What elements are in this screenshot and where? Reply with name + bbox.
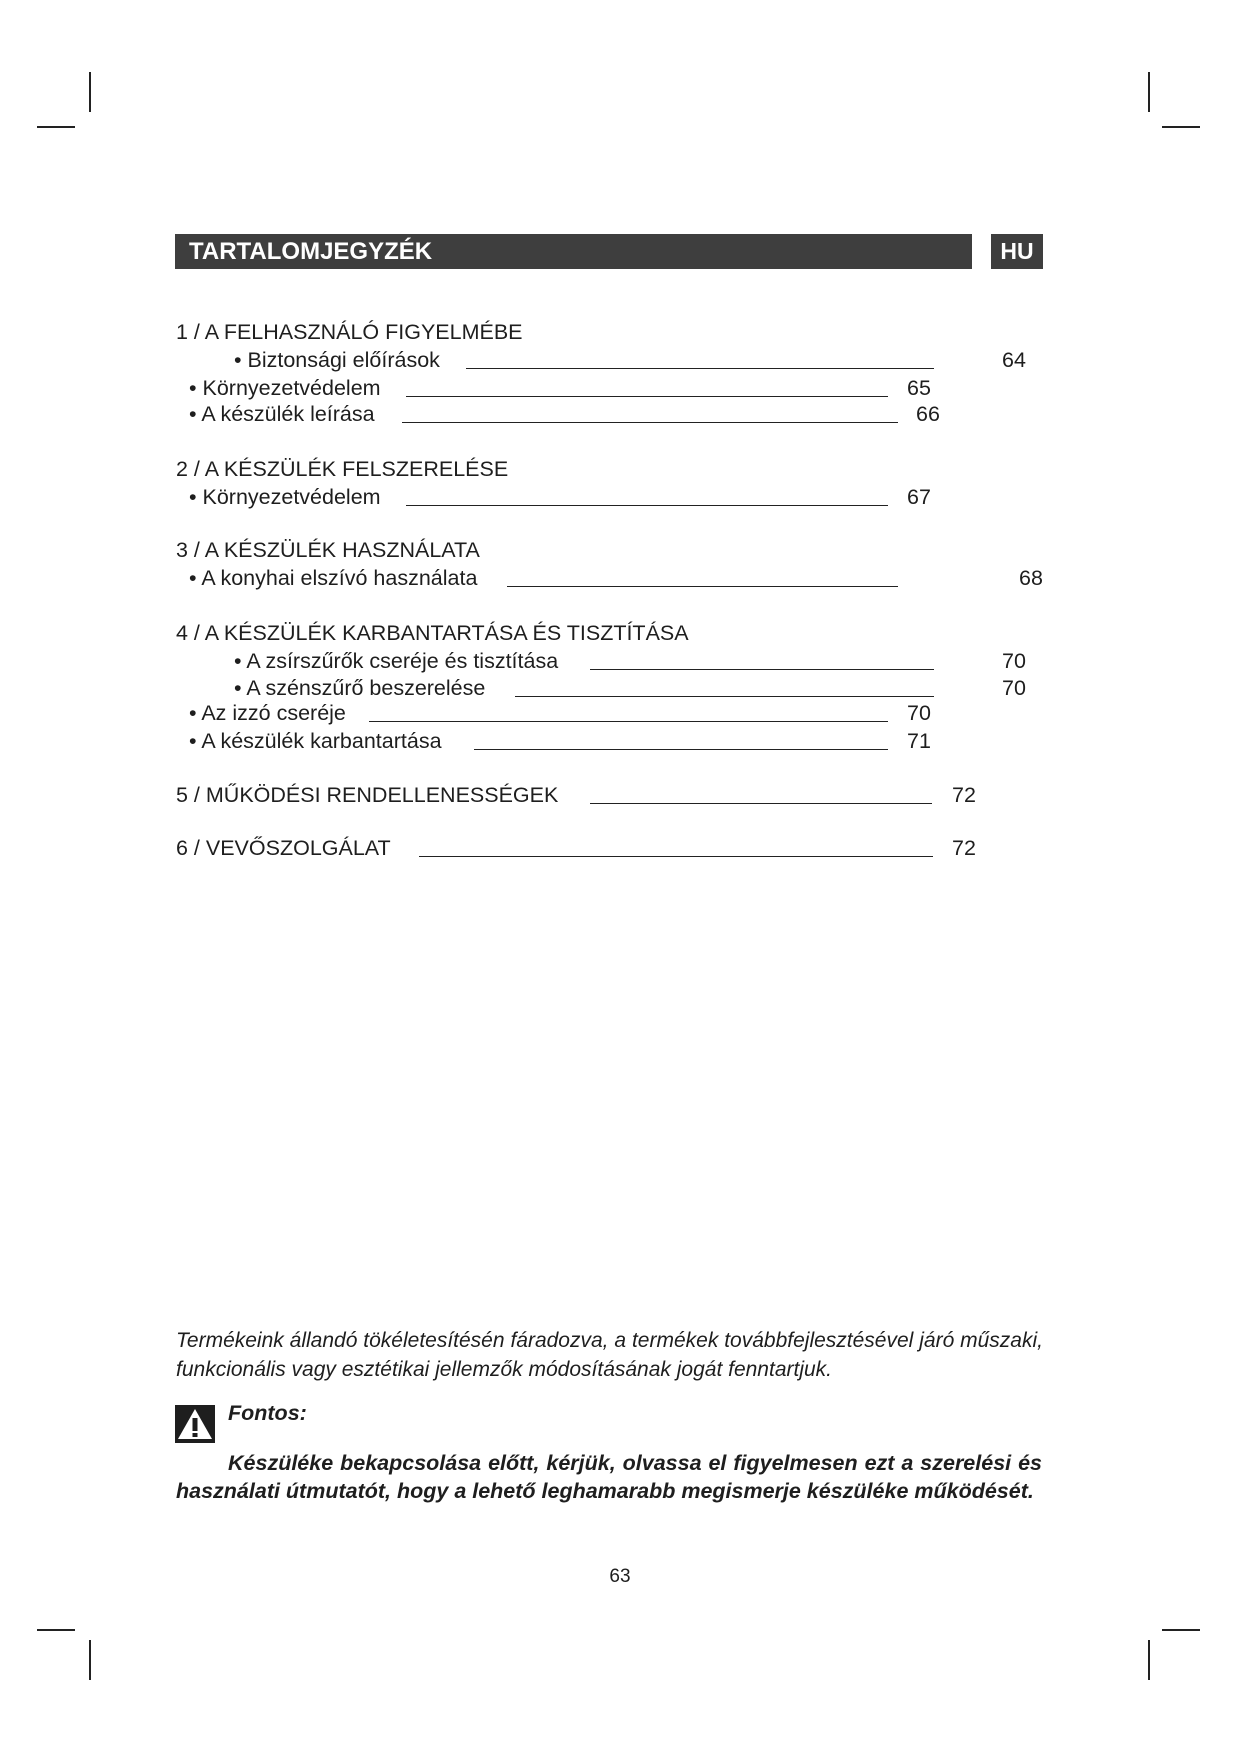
toc-entry-text: • A szénszűrő beszerelése: [234, 676, 486, 700]
toc-page-number: 72: [952, 783, 976, 807]
toc-entry-text: • A készülék karbantartása: [189, 729, 442, 753]
toc-leader-line: [402, 422, 898, 423]
toc-entry-text: 3 / A KÉSZÜLÉK HASZNÁLATA: [176, 538, 480, 562]
toc-leader-line: [406, 505, 888, 506]
toc-page-number: 70: [1002, 649, 1026, 673]
product-change-notice: Termékeink állandó tökéletesítésén fáradozva, a termékek továbbfejlesztésével járó műszaki, funkcionális vagy esztétikai jellemzők módosításának jogát fenntartjuk.: [176, 1329, 1043, 1381]
toc-page-number: 65: [907, 376, 931, 400]
toc-entry[interactable]: [176, 834, 996, 862]
toc-entry-text: 2 / A KÉSZÜLÉK FELSZERELÉSE: [176, 457, 509, 481]
toc-entry[interactable]: [189, 400, 949, 428]
crop-mark: [1148, 1640, 1150, 1680]
warning-body: Készüléke bekapcsolása előtt, kérjük, olvassa el figyelmesen ezt a szerelési és használati útmutatót, hogy a lehető leghamarabb megismerje készüléke működését.: [176, 1450, 1042, 1503]
toc-leader-line: [590, 803, 932, 804]
page-number: 63: [609, 1566, 631, 1587]
toc-entry-text: 6 / VEVŐSZOLGÁLAT: [176, 836, 391, 860]
toc-leader-line: [507, 586, 898, 587]
crop-mark: [89, 1640, 91, 1680]
toc-entry[interactable]: [234, 674, 1034, 702]
toc-leader-line: [419, 856, 933, 857]
toc-section-heading: [176, 619, 876, 647]
toc-entry-text: 5 / MŰKÖDÉSI RENDELLENESSÉGEK: [176, 783, 559, 807]
toc-page-number: 70: [907, 701, 931, 725]
toc-entry-text: 1 / A FELHASZNÁLÓ FIGYELMÉBE: [176, 320, 523, 344]
toc-leader-line: [474, 749, 888, 750]
toc-entry[interactable]: [189, 564, 1049, 592]
toc-leader-line: [515, 696, 934, 697]
toc-section-heading: [176, 536, 876, 564]
language-badge: HU: [991, 234, 1043, 269]
warning-triangle-icon: [175, 1405, 215, 1443]
toc-leader-line: [369, 721, 888, 722]
toc-entry[interactable]: [189, 374, 949, 402]
toc-entry[interactable]: [234, 647, 1034, 675]
toc-leader-line: [590, 669, 934, 670]
toc-page-number: 66: [916, 402, 940, 426]
toc-page-number: 64: [1002, 348, 1026, 372]
toc-page-number: 71: [907, 729, 931, 753]
toc-page-number: 70: [1002, 676, 1026, 700]
toc-entry[interactable]: [189, 699, 949, 727]
crop-mark: [89, 72, 91, 112]
crop-mark: [1162, 1629, 1200, 1631]
page-title: TARTALOMJEGYZÉK: [175, 234, 972, 269]
crop-mark: [1148, 72, 1150, 112]
warning-title: Fontos:: [228, 1401, 307, 1425]
toc-entry-text: • Környezetvédelem: [189, 485, 381, 509]
toc-entry-text: • A konyhai elszívó használata: [189, 566, 478, 590]
toc-entry[interactable]: [234, 346, 1034, 374]
toc-entry[interactable]: [176, 781, 996, 809]
toc-entry[interactable]: [189, 483, 949, 511]
toc-entry-text: • A készülék leírása: [189, 402, 375, 426]
toc-entry-text: • A zsírszűrők cseréje és tisztítása: [234, 649, 559, 673]
toc-entry[interactable]: [189, 727, 949, 755]
toc-entry-text: • Az izzó cseréje: [189, 701, 346, 725]
toc-entry-text: • Biztonsági előírások: [234, 348, 440, 372]
crop-mark: [37, 126, 75, 128]
toc-entry-text: 4 / A KÉSZÜLÉK KARBANTARTÁSA ÉS TISZTÍTÁSA: [176, 621, 689, 645]
toc-page-number: 72: [952, 836, 976, 860]
toc-entry-text: • Környezetvédelem: [189, 376, 381, 400]
toc-leader-line: [466, 368, 934, 369]
crop-mark: [37, 1629, 75, 1631]
toc-page-number: 68: [1019, 566, 1043, 590]
toc-leader-line: [406, 396, 888, 397]
crop-mark: [1162, 126, 1200, 128]
toc-page-number: 67: [907, 485, 931, 509]
toc-section-heading: [176, 455, 876, 483]
toc-section-heading: [176, 318, 876, 346]
